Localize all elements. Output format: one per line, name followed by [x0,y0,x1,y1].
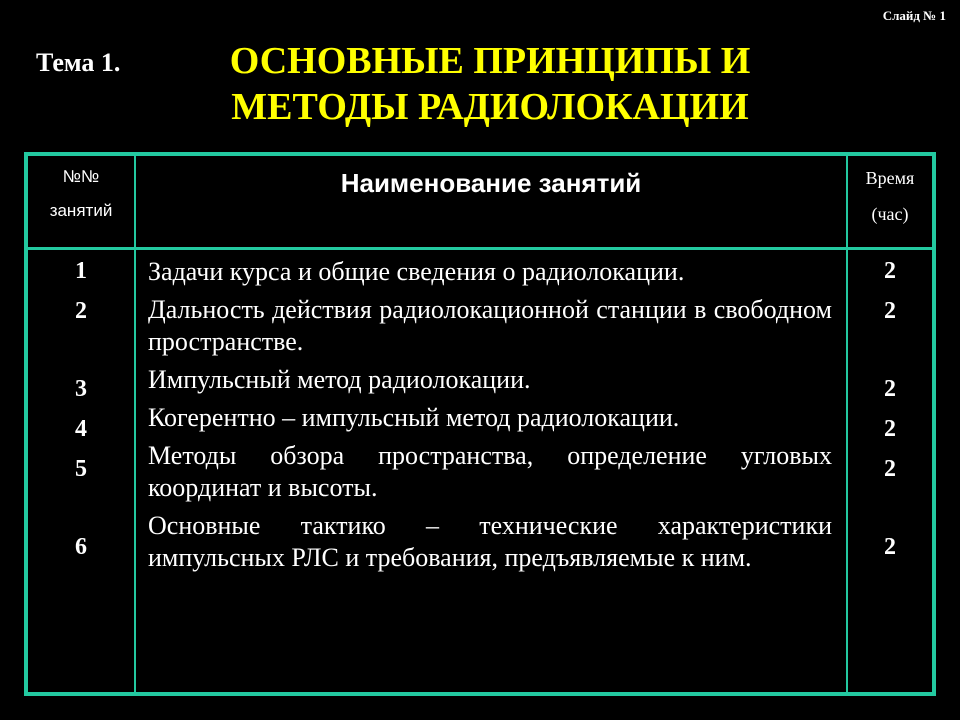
header-num-line2: занятий [49,201,113,220]
lesson-hours: 2 [884,258,896,284]
lesson-name: Задачи курса и общие сведения о радиолокации. [148,257,685,286]
lesson-numbers-column [28,250,136,692]
lesson-hours: 2 [884,534,896,560]
header-num-line1: №№ [62,167,100,186]
header-time-line2: (час) [871,204,909,224]
header-time-line1: Время [865,168,915,188]
lesson-hours: 2 [884,298,896,324]
lesson-hours: 2 [884,456,896,482]
topic-label: Тема 1. [36,48,121,77]
slide-number: Слайд № 1 [882,8,946,23]
lesson-number: 6 [75,534,87,560]
lesson-hours: 2 [884,376,896,402]
lesson-name: Методы обзора пространства, определение угловых координат и высоты. [148,441,832,502]
slide-title [130,38,850,130]
lesson-number: 3 [75,376,87,402]
lesson-name: Дальность действия радиолокационной станции в свободном пространстве. [148,295,832,356]
lesson-names-column [136,250,848,692]
lesson-name: Импульсный метод радиолокации. [148,365,531,394]
lesson-name: Когерентно – импульсный метод радиолокации. [148,403,680,432]
lesson-name: Основные тактико – технические характеристики импульсных РЛС и требования, предъявляемые к ним. [148,511,832,572]
lesson-number: 2 [75,298,87,324]
lesson-number: 5 [75,456,87,482]
header-time [848,156,932,250]
lesson-number: 4 [75,416,87,442]
title-line-2: МЕТОДЫ РАДИОЛОКАЦИИ [231,86,749,128]
lesson-hours-column [848,250,932,692]
header-lesson-number [28,156,136,250]
title-line-1: ОСНОВНЫЕ ПРИНЦИПЫ И [229,40,751,82]
header-lesson-name: Наименование занятий [136,156,848,250]
lesson-hours: 2 [884,416,896,442]
lessons-table [24,152,936,696]
lesson-number: 1 [75,258,87,284]
